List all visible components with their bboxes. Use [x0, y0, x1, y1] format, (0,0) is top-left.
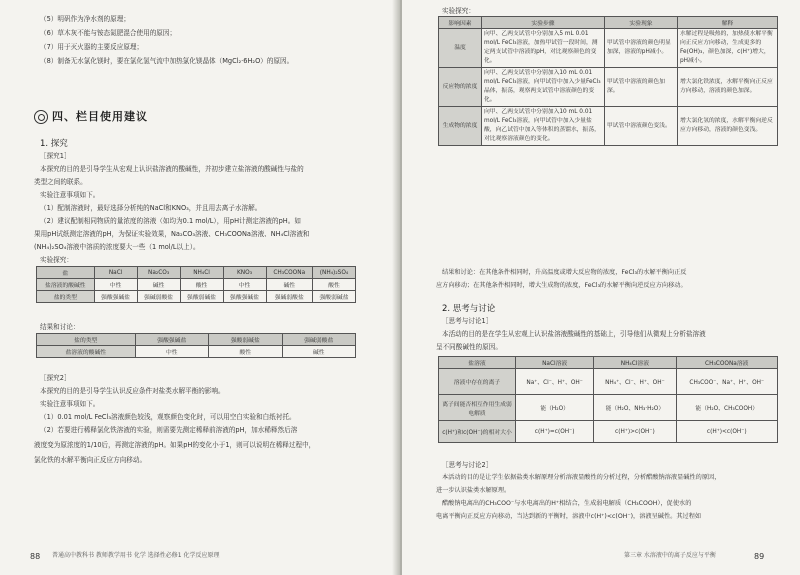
table-cell: 强酸强碱盐 [94, 291, 137, 303]
table-cell: 水解过程是吸热的，加热使水解平衡向正反应方向移动，生成更多的Fe(OH)₃，颜色加深，c(H⁺)增大，pH减小。 [678, 29, 778, 68]
table-header: 实验步骤 [482, 17, 605, 29]
table-cell: 酸性 [209, 346, 282, 358]
table-cell: 盐的类型 [37, 291, 95, 303]
text-line: （6）草木灰不能与铵态氮肥混合使用的原因； [40, 29, 177, 37]
section-title [34, 108, 148, 124]
text-line: 实验注意事项如下。 [40, 191, 100, 199]
table-cell: 中性 [94, 279, 137, 291]
table-cell: 盐溶液的酸碱性 [37, 279, 95, 291]
left-page [0, 0, 398, 575]
table-cell: 向甲、乙两支试管中分别加入10 mL 0.01 mol/L FeCl₃溶液，向甲试管中加入少量盐酸，向乙试管中加入等体积的蒸馏水，振荡，对比观察溶液颜色的变化。 [482, 107, 605, 146]
table-cell: 强酸弱碱盐 [313, 291, 356, 303]
table-cell: 酸性 [313, 279, 356, 291]
table-header: CH₃COONa [266, 267, 313, 279]
right-page [402, 0, 800, 575]
table-header: NaCl [94, 267, 137, 279]
label: 实验探究： [442, 7, 475, 15]
table-header: NH₄Cl溶液 [594, 357, 676, 369]
text-line: 呈不同酸碱性的原因。 [436, 343, 502, 351]
explore-tag: ［探究1］ [40, 152, 71, 160]
text-line: （1）0.01 mol/L FeCl₃溶液颜色较浅，观察颜色变化时，可以用空白实验和白纸衬托。 [40, 413, 296, 421]
text-line: 应方向移动；在其他条件相同时，增大生成物的浓度，FeCl₃的水解平衡向逆反应方向移动。 [436, 282, 687, 289]
table-header-row [37, 334, 356, 346]
table-header: NaCl溶液 [516, 357, 594, 369]
table-header: KNO₃ [223, 267, 266, 279]
table-cell: 向甲、乙两支试管中分别加入10 mL 0.01 mol/L FeCl₃溶液，向甲试管中加入少量FeCl₃晶体，振荡，观察两支试管中溶液颜色的变化。 [482, 68, 605, 107]
table-cell: c(H⁺)=c(OH⁻) [516, 421, 594, 443]
table-row [37, 279, 356, 291]
table-header: 强酸弱碱盐 [209, 334, 282, 346]
table-cell: NH₄⁺、Cl⁻、H⁺、OH⁻ [594, 369, 676, 395]
text-line: （8）制备无水氯化镁时，要在氯化氢气流中加热氯化镁晶体（MgCl₂·6H₂O）的原因。 [40, 57, 294, 65]
table-cell: Na⁺、Cl⁻、H⁺、OH⁻ [516, 369, 594, 395]
table-cell: 能（H₂O、CH₃COOH） [676, 395, 778, 421]
table-cell: 中性 [223, 279, 266, 291]
table-cell: 反应物的浓度 [439, 68, 482, 107]
table-cell: 能（H₂O、NH₃·H₂O） [594, 395, 676, 421]
table-cell: 甲试管中溶液的颜色明显加深，溶液的pH减小。 [605, 29, 678, 68]
ion-table [438, 356, 778, 443]
table-header: Na₂CO₃ [137, 267, 180, 279]
table-row [439, 421, 778, 443]
text-line: 进一步认识盐类水解原理。 [436, 487, 511, 494]
text-line: （2）若要进行稀释氯化铁溶液的实验，则需要先测定稀释前溶液的pH，加水稀释然后溶 [40, 426, 298, 434]
table-row [439, 395, 778, 421]
text-line: 醋酸钠电离出的CH₃COO⁻与水电离出的H⁺相结合，生成弱电解质（CH₃COOH），促使水的 [442, 500, 692, 507]
table-cell: 碱性 [266, 279, 313, 291]
table-cell: c(H⁺)和c(OH⁻)的相对大小 [439, 421, 516, 443]
text-line: （7）用于灭火器的主要反应原理； [40, 43, 144, 51]
label: 结果和讨论： [40, 323, 80, 331]
table-cell: 酸性 [180, 279, 223, 291]
table-cell: 中性 [135, 346, 208, 358]
table-row [439, 29, 778, 68]
table-row [37, 291, 356, 303]
salt-table [36, 266, 356, 303]
table-cell: 溶液中存在的离子 [439, 369, 516, 395]
table-cell: 温度 [439, 29, 482, 68]
table-header: 实验现象 [605, 17, 678, 29]
table-header: 强碱弱酸盐 [282, 334, 356, 346]
table-cell: 增大氯化铁浓度，水解平衡向正反应方向移动，溶液的颜色加深。 [678, 68, 778, 107]
text-line: （5）明矾作为净水剂的原理； [40, 15, 130, 23]
text-line: 类型之间的联系。 [34, 178, 87, 186]
table-cell: 碱性 [282, 346, 356, 358]
result-table [36, 333, 356, 358]
page-number: 88 [30, 552, 41, 561]
table-cell: 碱性 [137, 279, 180, 291]
table-header-row [439, 17, 778, 29]
discussion-tag: ［思考与讨论2］ [442, 461, 493, 469]
subsection-title: 1. 探究 [40, 139, 68, 149]
table-row [439, 107, 778, 146]
table-header: 盐的类型 [37, 334, 136, 346]
table-header: 盐溶液 [439, 357, 516, 369]
section-title-text: 四、栏目使用建议 [52, 110, 148, 123]
table-cell: 离子间能否相互作用生成弱电解质 [439, 395, 516, 421]
table-cell: 甲试管中溶液颜色变浅。 [605, 107, 678, 146]
table-header: CH₃COONa溶液 [676, 357, 778, 369]
text-line: 本探究的目的是引导学生认识反应条件对盐类水解平衡的影响。 [40, 387, 225, 395]
page-footer: 普通高中教科书 教师教学用书 化学 选择性必修1 化学反应原理 [52, 552, 220, 559]
text-line: 本活动的目的是在学生从宏观上认识盐溶液酸碱性的基础上，引导他们从微观上分析盐溶液 [442, 330, 706, 338]
hydrolysis-table [438, 16, 778, 146]
text-line: 液度变为原浓度的1/10后，再测定溶液的pH。如果pH的变化小于1，则可以说明在稀释过程中， [34, 441, 316, 449]
text-line: 果用pH试纸测定溶液的pH，为保证实验效果，Na₂CO₃溶液、CH₃COONa溶液、NH₄Cl溶液和 [34, 230, 310, 238]
table-row [439, 369, 778, 395]
table-cell: c(H⁺)<c(OH⁻) [676, 421, 778, 443]
text-line: 氯化铁的水解平衡向正反应方向移动。 [34, 456, 147, 464]
text-line: （1）配制溶液时，最好选择分析纯的NaCl和KNO₃，并且用去离子水溶解。 [40, 204, 262, 212]
table-cell: 强碱弱酸盐 [137, 291, 180, 303]
table-header: 强酸强碱盐 [135, 334, 208, 346]
table-header-row [37, 267, 356, 279]
table-cell: 生成物的浓度 [439, 107, 482, 146]
text-line: 实验注意事项如下。 [40, 400, 100, 408]
table-cell: CH₃COO⁻、Na⁺、H⁺、OH⁻ [676, 369, 778, 395]
table-row [439, 68, 778, 107]
table-row [37, 346, 356, 358]
section-circle-icon [34, 110, 48, 124]
subsection-title: 2. 思考与讨论 [442, 304, 496, 314]
table-cell: 向甲、乙两支试管中分别加入5 mL 0.01 mol/L FeCl₃溶液，加热甲试管一段时间，测定两支试管中溶液的pH，对比观察颜色的变化。 [482, 29, 605, 68]
table-cell: 强酸弱碱盐 [180, 291, 223, 303]
table-cell: 甲试管中溶液的颜色加深。 [605, 68, 678, 107]
table-cell: 能（H₂O） [516, 395, 594, 421]
text-line: 本活动的目的是让学生依据盐类水解原理分析溶液显酸性的分析过程，分析醋酸钠溶液显碱性的原因， [442, 474, 721, 481]
text-line: (NH₄)₂SO₄溶液中溶质的浓度要大一些（1 mol/L以上）。 [34, 243, 200, 251]
table-header: 解释 [678, 17, 778, 29]
table-cell: 增大氯化氢的浓度，水解平衡向逆反应方向移动，溶液的颜色变浅。 [678, 107, 778, 146]
table-header: (NH₄)₂SO₄ [313, 267, 356, 279]
text-line: （2）建议配制相同物质的量浓度的溶液（如均为0.1 mol/L），用pH计测定溶液的pH。如 [40, 217, 301, 225]
page-footer: 第三章 水溶液中的离子反应与平衡 [624, 552, 716, 559]
table-cell: c(H⁺)>c(OH⁻) [594, 421, 676, 443]
text-line: 电离平衡向正反应方向移动，当达到新的平衡时，溶液中c(H⁺)<c(OH⁻)，溶液呈碱性。其过程如 [436, 513, 702, 520]
table-header: 影响因素 [439, 17, 482, 29]
text-line: 结果和讨论：在其他条件相同时，升高温度或增大反应物的浓度，FeCl₃的水解平衡向正反 [442, 269, 687, 276]
table-header: 盐 [37, 267, 95, 279]
table-cell: 强碱弱酸盐 [266, 291, 313, 303]
explore-tag: ［探究2］ [40, 374, 71, 382]
table-cell: 盐溶液的酸碱性 [37, 346, 136, 358]
text-line: 本探究的目的是引导学生从宏观上认识盐溶液的酸碱性，并初步建立盐溶液的酸碱性与盐的 [40, 165, 304, 173]
discussion-tag: ［思考与讨论1］ [442, 317, 493, 325]
table-cell: 强酸强碱盐 [223, 291, 266, 303]
table-header: NH₄Cl [180, 267, 223, 279]
table-header-row [439, 357, 778, 369]
page-number: 89 [754, 552, 765, 561]
label: 实验探究： [40, 256, 73, 264]
